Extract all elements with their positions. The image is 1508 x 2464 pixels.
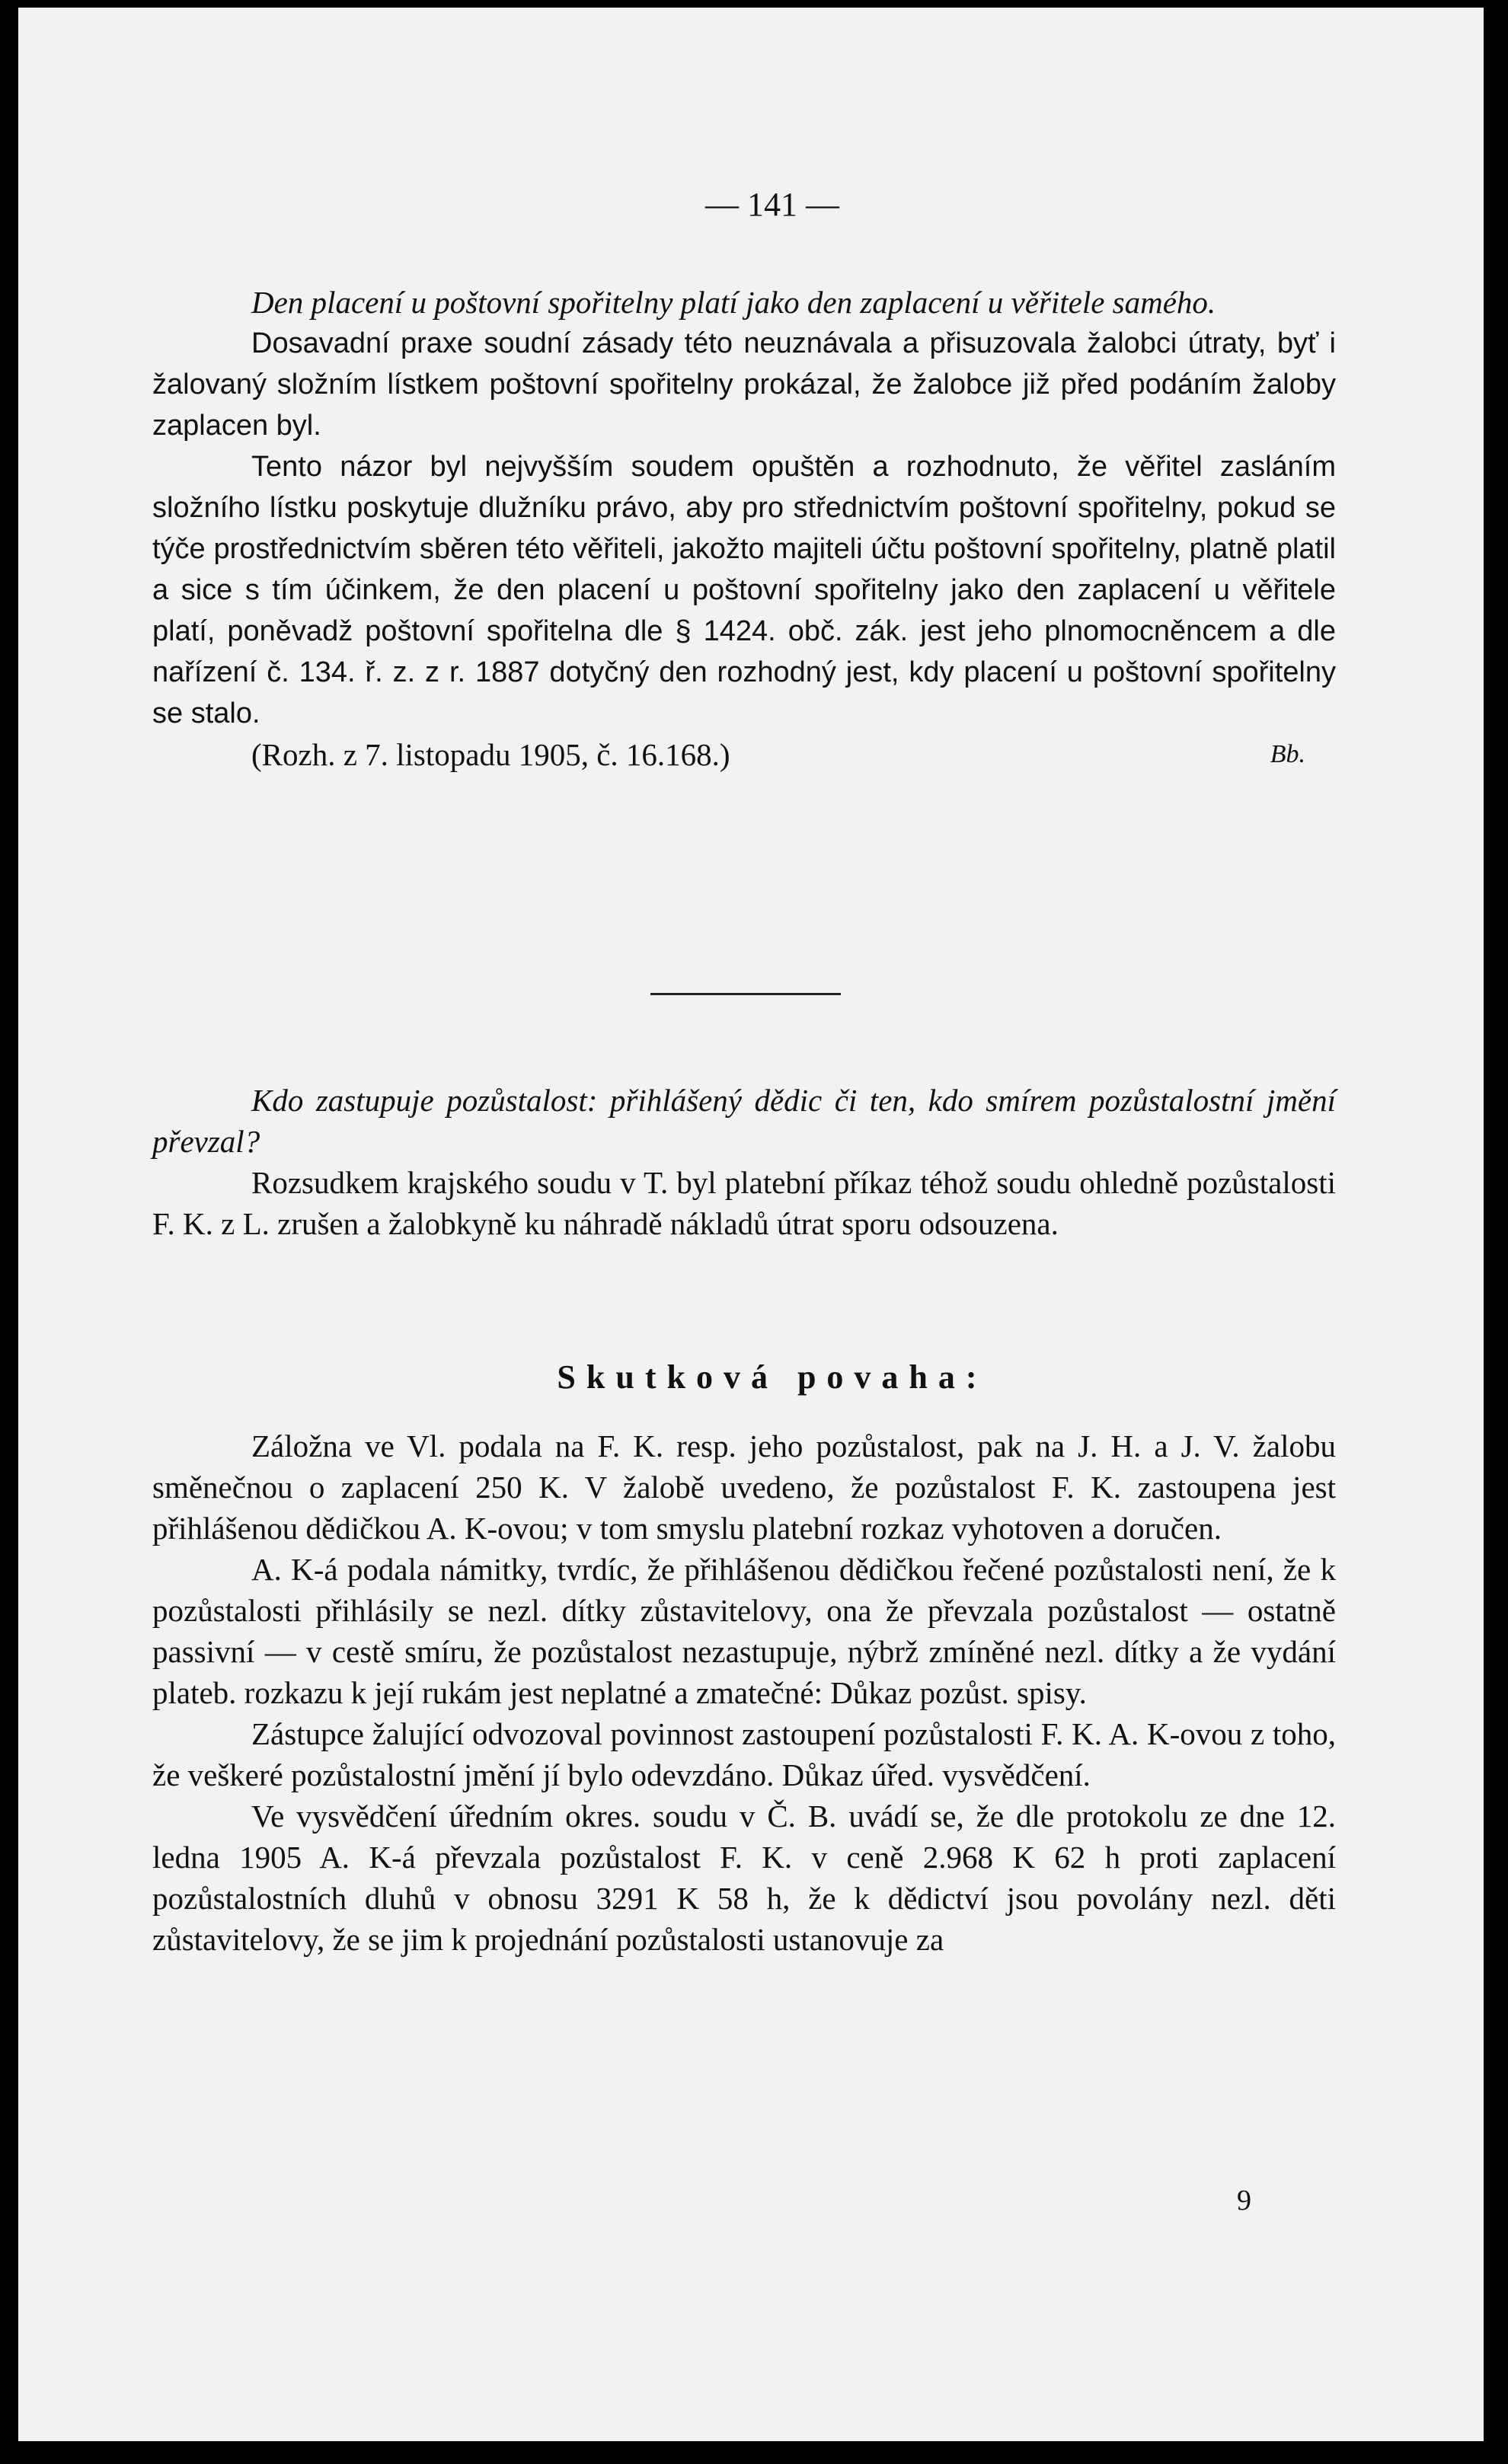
section-payment-date <box>152 282 1336 775</box>
paragraph: Záložna ve Vl. podala na F. K. resp. jeho pozůstalost, pak na J. H. a J. V. žalobu směnečnou o zaplacení 250 K. V žalobě uvedeno, že pozůstalost F. K. zastoupena jest přihlášenou dědičkou A. K-ovou; v tom smyslu platební rozkaz vyhotoven a doručen. <box>152 1428 1336 1546</box>
paragraph: Zástupce žalující odvozoval povinnost zastoupení pozůstalosti F. K. A. K-ovou z toho, že veškeré pozůstalostní jmění jí bylo odevzdáno. Důkaz úřed. vysvědčení. <box>152 1716 1336 1792</box>
document-page <box>18 8 1484 2441</box>
paragraph: Tento názor byl nejvyšším soudem opuštěn a rozhodnuto, že věřitel zasláním složního lístku poskytuje dlužníku právo, aby pro střednictvím poštovní spořitelny, pokud se týče prostřednictvím sběren této věřiteli, jakožto majiteli účtu poštovní spořitelny, platně platil a sice s tím účinkem, že den placení u poštovní spořitelny jako den zaplacení u věřitele platí, poněvadž poštovní spořitelna dle § 1424. obč. zák. jest jeho plnomocněncem a dle nařízení č. 134. ř. z. z r. 1887 dotyčný den rozhodný jest, kdy placení u poštovní spořitelny se stalo. <box>152 451 1336 729</box>
section-facts <box>152 1425 1336 1960</box>
section-title: Skutková povaha: <box>557 1358 988 1396</box>
section-heading: Kdo zastupuje pozůstalost: přihlášený dědic či ten, kdo smírem pozůstalostní jmění převzal? <box>152 1083 1336 1159</box>
author-initials: Bb. <box>1270 740 1305 768</box>
paragraph: Dosavadní praxe soudní zásady této neuznávala a přisuzovala žalobci útraty, byť i žalovaný složním lístkem poštovní spořitelny prokázal, že žalobce již před podáním žaloby zaplacen byl. <box>152 327 1336 442</box>
citation: (Rozh. z 7. listopadu 1905, č. 16.168.) <box>251 737 730 772</box>
scan-border <box>1487 0 1508 2464</box>
paragraph: A. K-á podala námitky, tvrdíc, že přihlášenou dědičkou řečené pozůstalosti není, že k pozůstalosti přihlásily se nezl. dítky zůstavitelovy, ona že převzala pozůstalost — ostatně passivní — v cestě smíru, že pozůstalost nezastupuje, nýbrž zmíněné nezl. dítky a že vydání plateb. rozkazu k její rukám jest neplatné a zmatečné: Důkaz pozůst. spisy. <box>152 1552 1336 1710</box>
section-heading: Den placení u poštovní spořitelny platí jako den zaplacení u věřitele samého. <box>251 285 1216 320</box>
page-number: — 141 — <box>705 186 839 223</box>
section-divider <box>650 993 841 995</box>
section-estate-representation <box>152 1080 1336 1244</box>
signature-number: 9 <box>1237 2185 1251 2217</box>
paragraph: Ve vysvědčení úředním okres. soudu v Č. B. uvádí se, že dle protokolu ze dne 12. ledna 1905 A. K-á převzala pozůstalost F. K. v ceně 2.968 K 62 h proti zaplacení pozůstalostních dluhů v obnosu 3291 K 58 h, že k dědictví jsou povolány nezl. děti zůstavitelovy, že se jim k projednání pozůstalosti ustanovuje za <box>152 1799 1336 1957</box>
paragraph: Rozsudkem krajského soudu v T. byl platební příkaz téhož soudu ohledně pozůstalosti F. K. z L. zrušen a žalobkyně ku náhradě nákladů útrat sporu odsouzena. <box>152 1165 1336 1241</box>
citation-line <box>152 734 1336 775</box>
